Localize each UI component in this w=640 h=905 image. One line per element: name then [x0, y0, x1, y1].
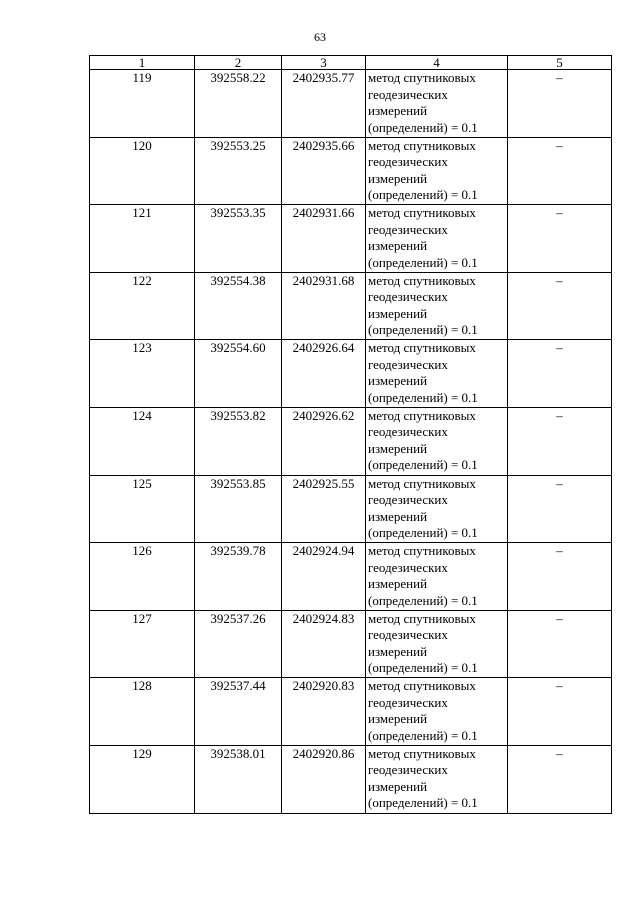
note-dash: –	[508, 272, 612, 340]
header-col-4: 4	[366, 56, 508, 70]
note-dash: –	[508, 543, 612, 611]
method-line: метод спутниковых	[368, 745, 476, 761]
point-number: 126	[90, 543, 195, 611]
method-line: метод спутниковых	[368, 340, 476, 356]
x-coordinate: 392553.82	[195, 407, 282, 475]
method-line: геодезических	[368, 289, 448, 305]
method-line: (определений) = 0.1	[368, 795, 478, 811]
table-row	[90, 70, 612, 138]
point-number: 119	[90, 70, 195, 138]
header-col-5: 5	[508, 56, 612, 70]
y-coordinate: 2402924.94	[282, 543, 366, 611]
x-coordinate: 392538.01	[195, 745, 282, 813]
method-line: измерений	[368, 778, 428, 794]
y-coordinate: 2402931.66	[282, 205, 366, 273]
table-row	[90, 340, 612, 408]
header-col-2: 2	[195, 56, 282, 70]
method-line: геодезических	[368, 694, 448, 710]
page-number: 63	[314, 30, 326, 44]
table-row	[90, 610, 612, 678]
method-line: метод спутниковых	[368, 205, 476, 221]
point-number: 124	[90, 407, 195, 475]
method-line: измерений	[368, 643, 428, 659]
coordinates-table	[89, 55, 612, 814]
table-row	[90, 205, 612, 273]
method-line: геодезических	[368, 221, 448, 237]
note-dash: –	[508, 205, 612, 273]
method-description	[366, 745, 508, 813]
method-description	[366, 272, 508, 340]
method-line: (определений) = 0.1	[368, 525, 478, 541]
method-line: измерений	[368, 305, 428, 321]
method-description	[366, 610, 508, 678]
y-coordinate: 2402931.68	[282, 272, 366, 340]
method-line: измерений	[368, 373, 428, 389]
method-description	[366, 70, 508, 138]
point-number: 125	[90, 475, 195, 543]
x-coordinate: 392553.85	[195, 475, 282, 543]
method-description	[366, 475, 508, 543]
y-coordinate: 2402925.55	[282, 475, 366, 543]
method-line: (определений) = 0.1	[368, 389, 478, 405]
method-line: измерений	[368, 238, 428, 254]
method-line: измерений	[368, 711, 428, 727]
method-line: (определений) = 0.1	[368, 119, 478, 135]
method-description	[366, 407, 508, 475]
y-coordinate: 2402935.66	[282, 137, 366, 205]
method-line: измерений	[368, 103, 428, 118]
y-coordinate: 2402926.62	[282, 407, 366, 475]
table-row	[90, 475, 612, 543]
x-coordinate: 392554.38	[195, 272, 282, 340]
method-line: метод спутниковых	[368, 678, 476, 694]
method-line: измерений	[368, 576, 428, 592]
y-coordinate: 2402926.64	[282, 340, 366, 408]
method-line: измерений	[368, 440, 428, 456]
method-line: (определений) = 0.1	[368, 727, 478, 743]
note-dash: –	[508, 340, 612, 408]
y-coordinate: 2402920.83	[282, 678, 366, 746]
x-coordinate: 392553.25	[195, 137, 282, 205]
point-number: 128	[90, 678, 195, 746]
method-line: (определений) = 0.1	[368, 254, 478, 270]
x-coordinate: 392539.78	[195, 543, 282, 611]
method-line: (определений) = 0.1	[368, 592, 478, 608]
x-coordinate: 392537.44	[195, 678, 282, 746]
table-header-row	[90, 56, 612, 70]
method-line: метод спутниковых	[368, 272, 476, 288]
point-number: 123	[90, 340, 195, 408]
method-description	[366, 137, 508, 205]
method-line: измерений	[368, 508, 428, 524]
method-description	[366, 340, 508, 408]
x-coordinate: 392537.26	[195, 610, 282, 678]
method-line: (определений) = 0.1	[368, 322, 478, 338]
method-line: геодезических	[368, 762, 448, 778]
method-description	[366, 205, 508, 273]
header-col-3: 3	[282, 56, 366, 70]
table-row	[90, 272, 612, 340]
method-line: геодезических	[368, 424, 448, 440]
method-line: (определений) = 0.1	[368, 660, 478, 676]
method-line: (определений) = 0.1	[368, 457, 478, 473]
table-row	[90, 407, 612, 475]
point-number: 129	[90, 745, 195, 813]
y-coordinate: 2402924.83	[282, 610, 366, 678]
method-line: метод спутниковых	[368, 70, 476, 85]
note-dash: –	[508, 475, 612, 543]
method-line: метод спутниковых	[368, 610, 476, 626]
method-line: геодезических	[368, 356, 448, 372]
point-number: 127	[90, 610, 195, 678]
method-description	[366, 543, 508, 611]
note-dash: –	[508, 70, 612, 138]
method-description	[366, 678, 508, 746]
method-line: измерений	[368, 170, 428, 186]
note-dash: –	[508, 407, 612, 475]
method-line: геодезических	[368, 492, 448, 508]
method-line: геодезических	[368, 627, 448, 643]
note-dash: –	[508, 745, 612, 813]
table-row	[90, 745, 612, 813]
x-coordinate: 392554.60	[195, 340, 282, 408]
method-line: геодезических	[368, 86, 448, 102]
point-number: 121	[90, 205, 195, 273]
x-coordinate: 392553.35	[195, 205, 282, 273]
method-line: метод спутниковых	[368, 475, 476, 491]
method-line: геодезических	[368, 559, 448, 575]
table-row	[90, 678, 612, 746]
note-dash: –	[508, 610, 612, 678]
method-line: метод спутниковых	[368, 407, 476, 423]
x-coordinate: 392558.22	[195, 70, 282, 138]
method-line: геодезических	[368, 154, 448, 170]
y-coordinate: 2402920.86	[282, 745, 366, 813]
note-dash: –	[508, 137, 612, 205]
table-row	[90, 543, 612, 611]
method-line: (определений) = 0.1	[368, 187, 478, 203]
table-row	[90, 137, 612, 205]
point-number: 120	[90, 137, 195, 205]
y-coordinate: 2402935.77	[282, 70, 366, 138]
table-body	[90, 70, 612, 814]
method-line: метод спутниковых	[368, 543, 476, 559]
note-dash: –	[508, 678, 612, 746]
header-col-1: 1	[90, 56, 195, 70]
method-line: метод спутниковых	[368, 137, 476, 153]
point-number: 122	[90, 272, 195, 340]
